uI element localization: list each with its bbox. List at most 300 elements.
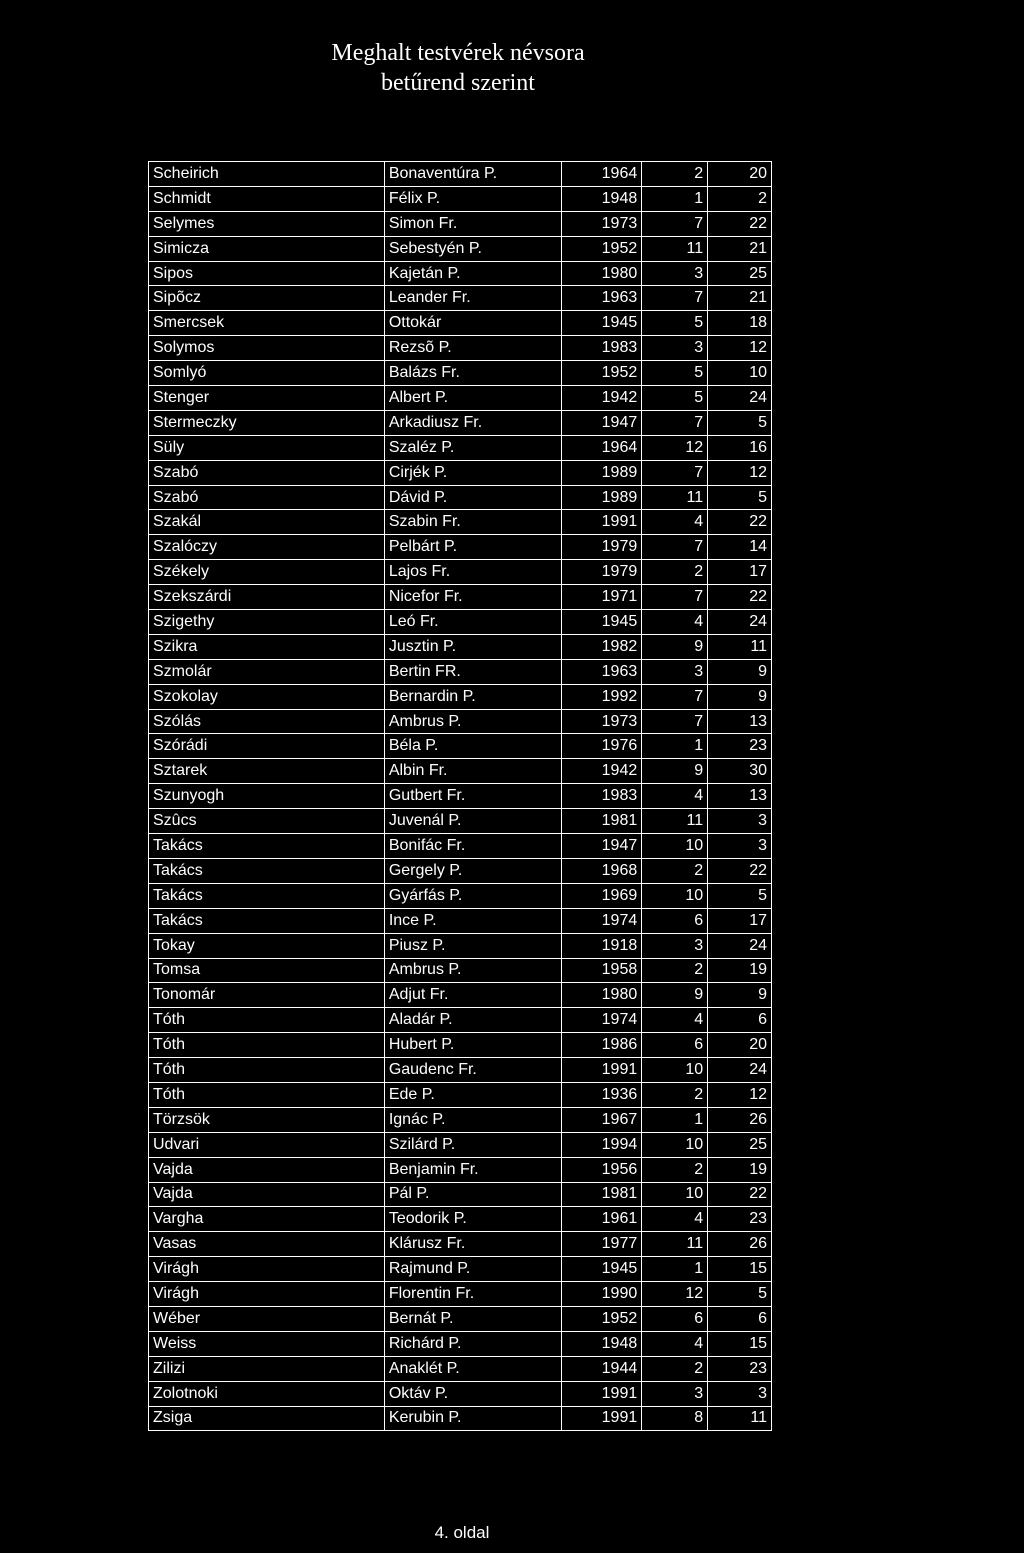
death-year-cell: 1994 bbox=[561, 1132, 641, 1157]
death-month-cell: 1 bbox=[642, 734, 708, 759]
religious-name-cell: Anaklét P. bbox=[384, 1356, 561, 1381]
death-day-cell: 20 bbox=[708, 1033, 772, 1058]
death-year-cell: 1948 bbox=[561, 1331, 641, 1356]
death-year-cell: 1961 bbox=[561, 1207, 641, 1232]
family-name-cell: Tomsa bbox=[149, 958, 385, 983]
family-name-cell: Schmidt bbox=[149, 186, 385, 211]
table-row bbox=[149, 709, 772, 734]
family-name-cell: Vargha bbox=[149, 1207, 385, 1232]
death-day-cell: 9 bbox=[708, 983, 772, 1008]
death-day-cell: 23 bbox=[708, 1356, 772, 1381]
religious-name-cell: Ambrus P. bbox=[384, 709, 561, 734]
religious-name-cell: Szaléz P. bbox=[384, 435, 561, 460]
family-name-cell: Zolotnoki bbox=[149, 1381, 385, 1406]
death-day-cell: 9 bbox=[708, 684, 772, 709]
death-month-cell: 4 bbox=[642, 784, 708, 809]
religious-name-cell: Cirjék P. bbox=[384, 460, 561, 485]
table-row bbox=[149, 410, 772, 435]
family-name-cell: Szigethy bbox=[149, 610, 385, 635]
table-row bbox=[149, 659, 772, 684]
table-row bbox=[149, 162, 772, 187]
death-month-cell: 2 bbox=[642, 1157, 708, 1182]
table-row bbox=[149, 1033, 772, 1058]
table-row bbox=[149, 535, 772, 560]
death-month-cell: 11 bbox=[642, 485, 708, 510]
family-name-cell: Vajda bbox=[149, 1182, 385, 1207]
table-row bbox=[149, 1008, 772, 1033]
family-name-cell: Takács bbox=[149, 883, 385, 908]
roster-body bbox=[149, 162, 772, 1431]
death-year-cell: 1973 bbox=[561, 211, 641, 236]
death-month-cell: 6 bbox=[642, 908, 708, 933]
death-month-cell: 1 bbox=[642, 186, 708, 211]
family-name-cell: Szórádi bbox=[149, 734, 385, 759]
death-month-cell: 5 bbox=[642, 361, 708, 386]
family-name-cell: Tokay bbox=[149, 933, 385, 958]
death-day-cell: 22 bbox=[708, 585, 772, 610]
death-year-cell: 1977 bbox=[561, 1232, 641, 1257]
family-name-cell: Selymes bbox=[149, 211, 385, 236]
religious-name-cell: Nicefor Fr. bbox=[384, 585, 561, 610]
religious-name-cell: Bernardin P. bbox=[384, 684, 561, 709]
death-month-cell: 7 bbox=[642, 211, 708, 236]
religious-name-cell: Pál P. bbox=[384, 1182, 561, 1207]
religious-name-cell: Arkadiusz Fr. bbox=[384, 410, 561, 435]
page-number: 4. oldal bbox=[434, 1523, 490, 1542]
religious-name-cell: Sebestyén P. bbox=[384, 236, 561, 261]
death-year-cell: 1990 bbox=[561, 1282, 641, 1307]
religious-name-cell: Kerubin P. bbox=[384, 1406, 561, 1431]
family-name-cell: Takács bbox=[149, 858, 385, 883]
table-row bbox=[149, 958, 772, 983]
death-day-cell: 24 bbox=[708, 933, 772, 958]
death-month-cell: 11 bbox=[642, 809, 708, 834]
death-day-cell: 19 bbox=[708, 1157, 772, 1182]
table-row bbox=[149, 1207, 772, 1232]
death-day-cell: 17 bbox=[708, 908, 772, 933]
death-year-cell: 1956 bbox=[561, 1157, 641, 1182]
death-month-cell: 2 bbox=[642, 162, 708, 187]
religious-name-cell: Gutbert Fr. bbox=[384, 784, 561, 809]
table-row bbox=[149, 858, 772, 883]
family-name-cell: Szabó bbox=[149, 460, 385, 485]
death-day-cell: 22 bbox=[708, 1182, 772, 1207]
family-name-cell: Szûcs bbox=[149, 809, 385, 834]
table-row bbox=[149, 734, 772, 759]
religious-name-cell: Jusztin P. bbox=[384, 634, 561, 659]
death-year-cell: 1983 bbox=[561, 784, 641, 809]
death-day-cell: 12 bbox=[708, 336, 772, 361]
family-name-cell: Vajda bbox=[149, 1157, 385, 1182]
family-name-cell: Tonomár bbox=[149, 983, 385, 1008]
table-row bbox=[149, 211, 772, 236]
religious-name-cell: Gyárfás P. bbox=[384, 883, 561, 908]
table-row bbox=[149, 435, 772, 460]
religious-name-cell: Klárusz Fr. bbox=[384, 1232, 561, 1257]
death-year-cell: 1963 bbox=[561, 659, 641, 684]
death-month-cell: 4 bbox=[642, 1331, 708, 1356]
death-year-cell: 1971 bbox=[561, 585, 641, 610]
table-row bbox=[149, 311, 772, 336]
death-month-cell: 10 bbox=[642, 883, 708, 908]
death-year-cell: 1942 bbox=[561, 386, 641, 411]
death-month-cell: 7 bbox=[642, 410, 708, 435]
table-row bbox=[149, 336, 772, 361]
death-month-cell: 12 bbox=[642, 1282, 708, 1307]
death-year-cell: 1991 bbox=[561, 510, 641, 535]
death-month-cell: 6 bbox=[642, 1306, 708, 1331]
death-year-cell: 1952 bbox=[561, 361, 641, 386]
death-day-cell: 23 bbox=[708, 1207, 772, 1232]
death-month-cell: 9 bbox=[642, 634, 708, 659]
table-row bbox=[149, 1232, 772, 1257]
death-month-cell: 10 bbox=[642, 1182, 708, 1207]
religious-name-cell: Szilárd P. bbox=[384, 1132, 561, 1157]
death-year-cell: 1983 bbox=[561, 336, 641, 361]
death-day-cell: 20 bbox=[708, 162, 772, 187]
death-day-cell: 9 bbox=[708, 659, 772, 684]
religious-name-cell: Aladár P. bbox=[384, 1008, 561, 1033]
death-month-cell: 3 bbox=[642, 261, 708, 286]
religious-name-cell: Juvenál P. bbox=[384, 809, 561, 834]
death-month-cell: 7 bbox=[642, 684, 708, 709]
page-subtitle: betűrend szerint bbox=[381, 70, 535, 96]
religious-name-cell: Rezsõ P. bbox=[384, 336, 561, 361]
death-month-cell: 1 bbox=[642, 1107, 708, 1132]
table-row bbox=[149, 485, 772, 510]
death-month-cell: 2 bbox=[642, 1082, 708, 1107]
religious-name-cell: Benjamin Fr. bbox=[384, 1157, 561, 1182]
death-month-cell: 1 bbox=[642, 1257, 708, 1282]
family-name-cell: Somlyó bbox=[149, 361, 385, 386]
death-year-cell: 1976 bbox=[561, 734, 641, 759]
death-day-cell: 6 bbox=[708, 1008, 772, 1033]
table-row bbox=[149, 1157, 772, 1182]
religious-name-cell: Félix P. bbox=[384, 186, 561, 211]
table-row bbox=[149, 634, 772, 659]
death-year-cell: 1945 bbox=[561, 610, 641, 635]
religious-name-cell: Ambrus P. bbox=[384, 958, 561, 983]
death-year-cell: 1973 bbox=[561, 709, 641, 734]
family-name-cell: Szunyogh bbox=[149, 784, 385, 809]
death-month-cell: 3 bbox=[642, 933, 708, 958]
death-day-cell: 3 bbox=[708, 834, 772, 859]
death-day-cell: 2 bbox=[708, 186, 772, 211]
family-name-cell: Vasas bbox=[149, 1232, 385, 1257]
family-name-cell: Törzsök bbox=[149, 1107, 385, 1132]
death-year-cell: 1981 bbox=[561, 809, 641, 834]
death-month-cell: 7 bbox=[642, 460, 708, 485]
religious-name-cell: Pelbárt P. bbox=[384, 535, 561, 560]
death-year-cell: 1974 bbox=[561, 1008, 641, 1033]
death-month-cell: 2 bbox=[642, 1356, 708, 1381]
death-month-cell: 5 bbox=[642, 311, 708, 336]
table-row bbox=[149, 261, 772, 286]
death-month-cell: 4 bbox=[642, 1207, 708, 1232]
family-name-cell: Sipos bbox=[149, 261, 385, 286]
table-row bbox=[149, 585, 772, 610]
table-row bbox=[149, 1306, 772, 1331]
death-day-cell: 13 bbox=[708, 784, 772, 809]
death-day-cell: 24 bbox=[708, 1058, 772, 1083]
death-day-cell: 15 bbox=[708, 1331, 772, 1356]
death-day-cell: 5 bbox=[708, 410, 772, 435]
death-month-cell: 4 bbox=[642, 610, 708, 635]
death-month-cell: 11 bbox=[642, 1232, 708, 1257]
religious-name-cell: Richárd P. bbox=[384, 1331, 561, 1356]
table-row bbox=[149, 186, 772, 211]
religious-name-cell: Ede P. bbox=[384, 1082, 561, 1107]
death-day-cell: 5 bbox=[708, 1282, 772, 1307]
table-row bbox=[149, 1132, 772, 1157]
table-row bbox=[149, 510, 772, 535]
religious-name-cell: Kajetán P. bbox=[384, 261, 561, 286]
table-row bbox=[149, 1107, 772, 1132]
death-year-cell: 1948 bbox=[561, 186, 641, 211]
table-row bbox=[149, 1257, 772, 1282]
family-name-cell: Scheirich bbox=[149, 162, 385, 187]
family-name-cell: Solymos bbox=[149, 336, 385, 361]
religious-name-cell: Leó Fr. bbox=[384, 610, 561, 635]
table-row bbox=[149, 983, 772, 1008]
death-year-cell: 1936 bbox=[561, 1082, 641, 1107]
death-year-cell: 1964 bbox=[561, 162, 641, 187]
deceased-roster-table bbox=[148, 161, 772, 1431]
religious-name-cell: Simon Fr. bbox=[384, 211, 561, 236]
death-month-cell: 4 bbox=[642, 1008, 708, 1033]
religious-name-cell: Adjut Fr. bbox=[384, 983, 561, 1008]
family-name-cell: Virágh bbox=[149, 1282, 385, 1307]
family-name-cell: Tóth bbox=[149, 1082, 385, 1107]
family-name-cell: Sztarek bbox=[149, 759, 385, 784]
table-row bbox=[149, 1356, 772, 1381]
death-year-cell: 1979 bbox=[561, 535, 641, 560]
death-month-cell: 3 bbox=[642, 336, 708, 361]
family-name-cell: Takács bbox=[149, 908, 385, 933]
death-day-cell: 21 bbox=[708, 286, 772, 311]
family-name-cell: Szekszárdi bbox=[149, 585, 385, 610]
death-day-cell: 13 bbox=[708, 709, 772, 734]
death-year-cell: 1945 bbox=[561, 1257, 641, 1282]
table-row bbox=[149, 933, 772, 958]
table-row bbox=[149, 1282, 772, 1307]
death-month-cell: 2 bbox=[642, 958, 708, 983]
family-name-cell: Szalóczy bbox=[149, 535, 385, 560]
family-name-cell: Szabó bbox=[149, 485, 385, 510]
table-row bbox=[149, 883, 772, 908]
family-name-cell: Tóth bbox=[149, 1058, 385, 1083]
death-day-cell: 12 bbox=[708, 460, 772, 485]
religious-name-cell: Hubert P. bbox=[384, 1033, 561, 1058]
death-day-cell: 6 bbox=[708, 1306, 772, 1331]
religious-name-cell: Bernát P. bbox=[384, 1306, 561, 1331]
death-day-cell: 26 bbox=[708, 1232, 772, 1257]
death-day-cell: 30 bbox=[708, 759, 772, 784]
death-day-cell: 23 bbox=[708, 734, 772, 759]
family-name-cell: Simicza bbox=[149, 236, 385, 261]
table-row bbox=[149, 1381, 772, 1406]
death-year-cell: 1958 bbox=[561, 958, 641, 983]
death-year-cell: 1947 bbox=[561, 410, 641, 435]
religious-name-cell: Bonaventúra P. bbox=[384, 162, 561, 187]
death-year-cell: 1981 bbox=[561, 1182, 641, 1207]
family-name-cell: Süly bbox=[149, 435, 385, 460]
table-row bbox=[149, 610, 772, 635]
death-year-cell: 1992 bbox=[561, 684, 641, 709]
death-month-cell: 7 bbox=[642, 535, 708, 560]
religious-name-cell: Ottokár bbox=[384, 311, 561, 336]
death-day-cell: 5 bbox=[708, 883, 772, 908]
religious-name-cell: Albert P. bbox=[384, 386, 561, 411]
table-row bbox=[149, 236, 772, 261]
death-year-cell: 1980 bbox=[561, 261, 641, 286]
family-name-cell: Stenger bbox=[149, 386, 385, 411]
death-month-cell: 10 bbox=[642, 1132, 708, 1157]
table-row bbox=[149, 759, 772, 784]
table-row bbox=[149, 560, 772, 585]
death-year-cell: 1986 bbox=[561, 1033, 641, 1058]
religious-name-cell: Piusz P. bbox=[384, 933, 561, 958]
death-day-cell: 12 bbox=[708, 1082, 772, 1107]
death-day-cell: 3 bbox=[708, 1381, 772, 1406]
death-month-cell: 7 bbox=[642, 709, 708, 734]
death-year-cell: 1980 bbox=[561, 983, 641, 1008]
religious-name-cell: Ince P. bbox=[384, 908, 561, 933]
death-year-cell: 1991 bbox=[561, 1406, 641, 1431]
family-name-cell: Takács bbox=[149, 834, 385, 859]
death-day-cell: 11 bbox=[708, 1406, 772, 1431]
death-month-cell: 5 bbox=[642, 386, 708, 411]
religious-name-cell: Lajos Fr. bbox=[384, 560, 561, 585]
religious-name-cell: Szabin Fr. bbox=[384, 510, 561, 535]
death-month-cell: 12 bbox=[642, 435, 708, 460]
death-month-cell: 4 bbox=[642, 510, 708, 535]
death-month-cell: 7 bbox=[642, 286, 708, 311]
death-day-cell: 25 bbox=[708, 261, 772, 286]
death-month-cell: 8 bbox=[642, 1406, 708, 1431]
death-year-cell: 1979 bbox=[561, 560, 641, 585]
table-row bbox=[149, 1058, 772, 1083]
family-name-cell: Szikra bbox=[149, 634, 385, 659]
death-month-cell: 6 bbox=[642, 1033, 708, 1058]
death-month-cell: 3 bbox=[642, 1381, 708, 1406]
death-month-cell: 9 bbox=[642, 759, 708, 784]
family-name-cell: Virágh bbox=[149, 1257, 385, 1282]
death-month-cell: 3 bbox=[642, 659, 708, 684]
table-row bbox=[149, 908, 772, 933]
page-title: Meghalt testvérek névsora bbox=[331, 40, 585, 66]
death-day-cell: 21 bbox=[708, 236, 772, 261]
death-day-cell: 24 bbox=[708, 610, 772, 635]
table-row bbox=[149, 684, 772, 709]
table-row bbox=[149, 361, 772, 386]
table-row bbox=[149, 1082, 772, 1107]
death-year-cell: 1918 bbox=[561, 933, 641, 958]
death-year-cell: 1952 bbox=[561, 236, 641, 261]
death-day-cell: 18 bbox=[708, 311, 772, 336]
family-name-cell: Zsiga bbox=[149, 1406, 385, 1431]
religious-name-cell: Oktáv P. bbox=[384, 1381, 561, 1406]
religious-name-cell: Albin Fr. bbox=[384, 759, 561, 784]
table-row bbox=[149, 809, 772, 834]
religious-name-cell: Gaudenc Fr. bbox=[384, 1058, 561, 1083]
death-year-cell: 1963 bbox=[561, 286, 641, 311]
death-day-cell: 17 bbox=[708, 560, 772, 585]
death-month-cell: 11 bbox=[642, 236, 708, 261]
religious-name-cell: Dávid P. bbox=[384, 485, 561, 510]
death-year-cell: 1968 bbox=[561, 858, 641, 883]
table-row bbox=[149, 460, 772, 485]
table-row bbox=[149, 286, 772, 311]
death-month-cell: 10 bbox=[642, 834, 708, 859]
death-day-cell: 22 bbox=[708, 211, 772, 236]
family-name-cell: Székely bbox=[149, 560, 385, 585]
table-row bbox=[149, 784, 772, 809]
death-year-cell: 1991 bbox=[561, 1381, 641, 1406]
family-name-cell: Szokolay bbox=[149, 684, 385, 709]
death-year-cell: 1969 bbox=[561, 883, 641, 908]
religious-name-cell: Leander Fr. bbox=[384, 286, 561, 311]
death-day-cell: 26 bbox=[708, 1107, 772, 1132]
death-year-cell: 1982 bbox=[561, 634, 641, 659]
table-row bbox=[149, 1331, 772, 1356]
religious-name-cell: Gergely P. bbox=[384, 858, 561, 883]
death-day-cell: 19 bbox=[708, 958, 772, 983]
religious-name-cell: Béla P. bbox=[384, 734, 561, 759]
death-year-cell: 1974 bbox=[561, 908, 641, 933]
death-day-cell: 5 bbox=[708, 485, 772, 510]
death-year-cell: 1967 bbox=[561, 1107, 641, 1132]
table-row bbox=[149, 834, 772, 859]
religious-name-cell: Balázs Fr. bbox=[384, 361, 561, 386]
religious-name-cell: Bertin FR. bbox=[384, 659, 561, 684]
death-day-cell: 22 bbox=[708, 858, 772, 883]
death-year-cell: 1945 bbox=[561, 311, 641, 336]
family-name-cell: Udvari bbox=[149, 1132, 385, 1157]
death-day-cell: 10 bbox=[708, 361, 772, 386]
family-name-cell: Wéber bbox=[149, 1306, 385, 1331]
death-year-cell: 1989 bbox=[561, 460, 641, 485]
death-year-cell: 1947 bbox=[561, 834, 641, 859]
family-name-cell: Szmolár bbox=[149, 659, 385, 684]
death-year-cell: 1952 bbox=[561, 1306, 641, 1331]
religious-name-cell: Ignác P. bbox=[384, 1107, 561, 1132]
family-name-cell: Szakál bbox=[149, 510, 385, 535]
death-month-cell: 2 bbox=[642, 560, 708, 585]
religious-name-cell: Rajmund P. bbox=[384, 1257, 561, 1282]
death-month-cell: 7 bbox=[642, 585, 708, 610]
death-day-cell: 24 bbox=[708, 386, 772, 411]
family-name-cell: Tóth bbox=[149, 1008, 385, 1033]
death-month-cell: 10 bbox=[642, 1058, 708, 1083]
family-name-cell: Tóth bbox=[149, 1033, 385, 1058]
death-year-cell: 1991 bbox=[561, 1058, 641, 1083]
death-day-cell: 3 bbox=[708, 809, 772, 834]
family-name-cell: Szólás bbox=[149, 709, 385, 734]
family-name-cell: Weiss bbox=[149, 1331, 385, 1356]
table-row bbox=[149, 386, 772, 411]
death-year-cell: 1989 bbox=[561, 485, 641, 510]
family-name-cell: Zilizi bbox=[149, 1356, 385, 1381]
family-name-cell: Stermeczky bbox=[149, 410, 385, 435]
death-day-cell: 25 bbox=[708, 1132, 772, 1157]
family-name-cell: Smercsek bbox=[149, 311, 385, 336]
table-row bbox=[149, 1182, 772, 1207]
death-year-cell: 1942 bbox=[561, 759, 641, 784]
death-day-cell: 14 bbox=[708, 535, 772, 560]
death-month-cell: 9 bbox=[642, 983, 708, 1008]
death-month-cell: 2 bbox=[642, 858, 708, 883]
